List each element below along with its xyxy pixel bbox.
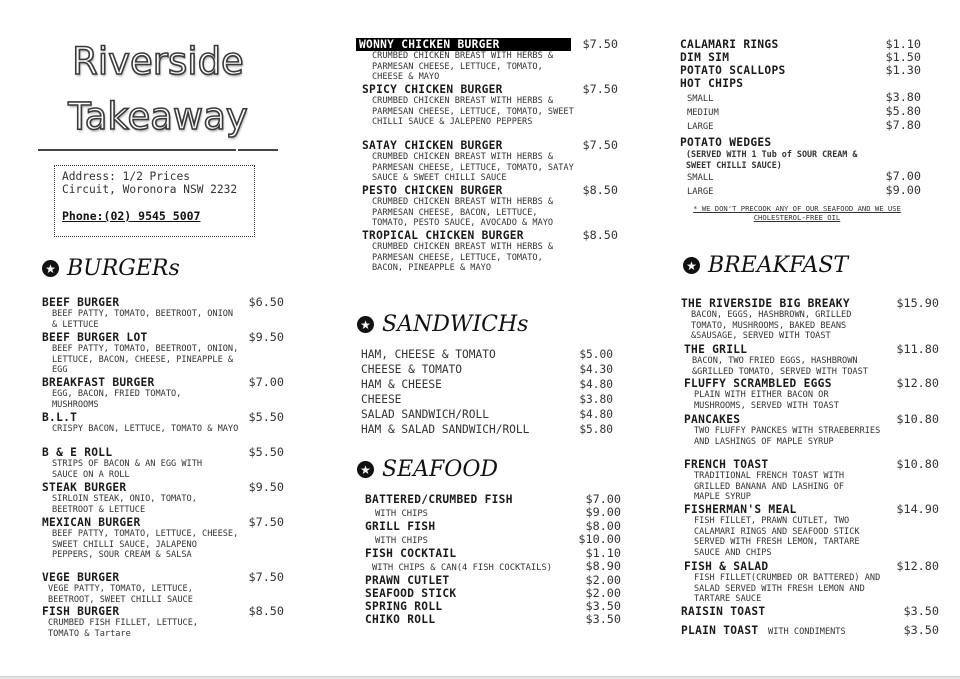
menu-item (365, 574, 621, 587)
item-name: FRENCH TOAST (684, 458, 769, 471)
item-name: BATTERED/CRUMBED FISH (365, 493, 513, 506)
item-name: THE RIVERSIDE BIG BREAKY (681, 297, 850, 310)
menu-item (362, 139, 618, 184)
size-price: $7.00 (885, 169, 921, 184)
menu-item (42, 376, 284, 410)
item-name: CHEESE (361, 393, 402, 406)
item-price: $5.80 (579, 423, 613, 436)
item-name: BEEF BURGER (42, 296, 120, 309)
item-desc: FISH FILLET, PRAWN CUTLET, TWO CALAMARI RINGS AND SEAFOOD STICK SERVED WITH FRESH LEMON, TARTARE SAUCE AND CHIPS (694, 516, 860, 558)
menu-item (365, 587, 621, 600)
menu-item (362, 229, 618, 274)
menu-item (42, 331, 284, 376)
item-desc: EGG, BACON, FRIED TOMATO, MUSHROOMS (52, 389, 182, 410)
item-desc: TRADITIONAL FRENCH TOAST WITH GRILLED BANANA AND LASHING OF MAPLE SYRUP (694, 471, 845, 503)
item-price: $15.90 (896, 296, 939, 310)
menu-item (684, 413, 939, 447)
restaurant-title-line2: Takeaway (68, 95, 248, 138)
item-desc: BEEF PATTY, TOMATO, BEETROOT, ONION, LETTUCE, BACON, CHEESE, PINEAPPLE & EGG (52, 344, 239, 376)
item-price: $10.80 (896, 412, 939, 426)
title-underline (38, 149, 236, 151)
variant-price: $9.00 (585, 505, 621, 519)
item-name: FLUFFY SCRAMBLED EGGS (684, 377, 832, 390)
menu-item (684, 458, 939, 503)
item-name: FISH & SALAD (684, 560, 769, 573)
menu-item (361, 407, 613, 422)
menu-item-variant (365, 533, 621, 547)
item-price: $3.50 (903, 604, 939, 618)
size-label: LARGE (687, 187, 714, 198)
item-price: $8.00 (585, 519, 621, 533)
menu-item (42, 516, 284, 561)
size-price: $5.80 (885, 104, 921, 118)
item-name: FISH COCKTAIL (365, 547, 457, 560)
item-price: $14.90 (896, 502, 939, 516)
star-icon: ★ (357, 461, 374, 478)
item-name: THE GRILL (684, 343, 748, 356)
item-desc: PLAIN WITH EITHER BACON OR MUSHROOMS, SERVED WITH TOAST (694, 390, 839, 411)
size-option (680, 119, 921, 133)
item-name: TROPICAL CHICKEN BURGER (362, 229, 524, 242)
item-name: PLAIN TOAST (681, 624, 759, 637)
menu-item (362, 83, 618, 128)
item-price: $11.80 (896, 342, 939, 356)
item-price: $4.80 (579, 408, 613, 421)
item-name: SPRING ROLL (365, 600, 443, 613)
item-price: $1.10 (885, 37, 921, 51)
menu-item (680, 77, 921, 90)
item-price: $8.50 (248, 604, 284, 618)
item-name: STEAK BURGER (42, 481, 127, 494)
menu-item (365, 600, 621, 613)
item-price: $5.50 (248, 410, 284, 424)
item-price: $7.50 (582, 82, 618, 96)
item-name: SATAY CHICKEN BURGER (362, 139, 503, 152)
item-name: FISHERMAN'S MEAL (684, 503, 797, 516)
item-name: HOT CHIPS (680, 77, 744, 90)
section-title: BURGERs (67, 256, 180, 281)
item-price: $9.50 (248, 480, 284, 494)
variant-label: WITH CHIPS (375, 509, 428, 519)
item-desc: FISH FILLET(CRUMBED OR BATTERED) AND SALAD SERVED WITH FRESH LEMON AND TARTARE SAUCE (694, 573, 881, 605)
item-price: $7.50 (582, 37, 618, 51)
star-icon: ★ (357, 316, 374, 333)
item-price: $3.50 (585, 599, 621, 613)
menu-item (681, 605, 939, 618)
item-name: BEEF BURGER LOT (42, 331, 148, 344)
item-price: $6.50 (248, 295, 284, 309)
menu-item (365, 547, 621, 560)
menu-item (680, 64, 921, 77)
item-suffix: WITH CONDIMENTS (768, 627, 846, 637)
item-price: $7.50 (248, 570, 284, 584)
item-name: RAISIN TOAST (681, 605, 766, 618)
sandwich-list (361, 347, 613, 437)
seafood-oil-note: * WE DON'T PRECOOK ANY OF OUR SEAFOOD AND WE USE CHOLESTEROL-FREE OIL (693, 204, 901, 222)
menu-item (365, 493, 621, 506)
item-name: HAM & CHEESE (361, 378, 442, 391)
address-line1: Address: 1/2 Prices (62, 170, 190, 183)
star-icon: ★ (42, 260, 59, 277)
item-name: DIM SIM (680, 51, 730, 64)
size-label: SMALL (687, 173, 714, 184)
item-name: CHIKO ROLL (365, 613, 436, 626)
menu-item (681, 297, 939, 342)
item-price: $8.50 (582, 228, 618, 242)
variant-price: $10.00 (578, 532, 621, 546)
item-price: $7.00 (248, 375, 284, 389)
menu-item (684, 560, 939, 605)
item-name: PRAWN CUTLET (365, 574, 450, 587)
item-price: $3.80 (579, 393, 613, 406)
item-price: $5.50 (248, 445, 284, 459)
menu-item (361, 422, 613, 437)
menu-item (42, 296, 284, 330)
item-price: $2.00 (585, 573, 621, 587)
menu-item (684, 343, 939, 377)
item-name: MEXICAN BURGER (42, 516, 141, 529)
item-desc: BEEF PATTY, TOMATO, BEETROOT, ONION & LETTUCE (52, 309, 234, 330)
item-name: SALAD SANDWICH/ROLL (361, 408, 489, 421)
section-burgers (42, 256, 180, 281)
item-price: $10.80 (896, 457, 939, 471)
menu-item (684, 377, 939, 411)
item-price: $3.50 (903, 623, 939, 637)
variant-label: WITH CHIPS & CAN(4 FISH COCKTAILS) (372, 563, 553, 573)
section-title: SANDWICHs (382, 312, 529, 337)
item-price: $1.10 (585, 546, 621, 560)
menu-item (684, 503, 939, 558)
menu-item (361, 362, 613, 377)
star-icon: ★ (683, 257, 700, 274)
item-desc: VEGE PATTY, TOMATO, LETTUCE, BEETROOT, SWEET CHILLI SAUCE (48, 584, 193, 605)
menu-item (42, 605, 284, 639)
item-desc: STRIPS OF BACON & AN EGG WITH SAUCE ON A ROLL (52, 459, 203, 480)
item-price: $5.00 (579, 348, 613, 361)
item-desc: CRUMBED CHICKEN BREAST WITH HERBS & PARMESAN CHEESE, LETTUCE, TOMATO, SWEET CHILLI SAUCE & JALEPENO PEPPERS (372, 96, 574, 128)
item-price: $1.30 (885, 63, 921, 77)
item-name: PANCAKES (684, 413, 741, 426)
item-desc: BACON, TWO FRIED EGGS, HASHBROWN &GRILLED TOMATO, SERVED WITH TOAST (692, 356, 868, 377)
size-label: SMALL (687, 94, 714, 104)
item-name-highlighted: WONNY CHICKEN BURGER (356, 38, 571, 51)
item-price: $1.50 (885, 50, 921, 64)
item-name: BREAKFAST BURGER (42, 376, 155, 389)
section-title: SEAFOOD (382, 457, 498, 482)
size-price: $9.00 (885, 183, 921, 198)
variant-price: $8.90 (585, 559, 621, 573)
item-desc: CRISPY BACON, LETTUCE, TOMATO & MAYO (52, 424, 239, 434)
size-option (680, 91, 921, 105)
item-name: VEGE BURGER (42, 571, 120, 584)
item-price: $4.30 (579, 363, 613, 376)
size-option (680, 105, 921, 119)
size-price: $7.80 (885, 118, 921, 132)
menu-item (680, 136, 921, 149)
menu-item-variant (365, 506, 621, 520)
address-box (54, 165, 255, 237)
menu-item (42, 411, 284, 435)
item-name: FISH BURGER (42, 605, 120, 618)
item-name: HAM & SALAD SANDWICH/ROLL (361, 423, 530, 436)
item-name: HAM, CHEESE & TOMATO (361, 348, 496, 361)
item-name: PESTO CHICKEN BURGER (362, 184, 503, 197)
item-desc: CRUMBED CHICKEN BREAST WITH HERBS & PARMESAN CHEESE, LETTUCE, TOMATO, SATAY SAUCE & SWEET CHILLI SAUCE (372, 152, 574, 184)
item-name: B.L.T (42, 411, 78, 424)
restaurant-title-line1: Riverside (72, 40, 244, 83)
item-desc: TWO FLUFFY PANCKES WITH STRAEBERRIES AND LASHINGS OF MAPLE SYRUP (694, 426, 881, 447)
item-price: $4.80 (579, 378, 613, 391)
item-name: CALAMARI RINGS (680, 38, 779, 51)
menu-item (681, 619, 939, 638)
item-desc: CRUMBED CHICKEN BREAST WITH HERBS & PARMESAN CHEESE, BACON, LETTUCE, TOMATO, PESTO SAUCE, AVOCADO & MAYO (372, 197, 554, 229)
size-label: MEDIUM (687, 108, 719, 118)
menu-item-variant (365, 560, 621, 574)
variant-label: WITH CHIPS (375, 536, 428, 546)
section-breakfast (683, 253, 848, 278)
phone-number[interactable]: Phone:(02) 9545 5007 (62, 209, 201, 223)
size-label: LARGE (687, 122, 714, 132)
size-option (680, 170, 921, 184)
menu-item (42, 481, 284, 515)
item-desc: (SERVED WITH 1 Tub of SOUR CREAM & SWEET CHILLI SAUCE) (686, 149, 858, 170)
item-name: B & E ROLL (42, 446, 113, 459)
item-name: CHEESE & TOMATO (361, 363, 463, 376)
menu-item (42, 446, 284, 480)
menu-item (361, 377, 613, 392)
item-desc: CRUMBED FISH FILLET, LETTUCE, TOMATO & Tartare (48, 618, 199, 639)
item-name: GRILL FISH (365, 520, 436, 533)
item-desc: BEEF PATTY, TOMATO, LETTUCE, CHEESE, SWEET CHILLI SAUCE, JALAPENO PEPPERS, SOUR CREAM & SALSA (52, 529, 239, 561)
menu-item (361, 392, 613, 407)
item-price: $2.00 (585, 586, 621, 600)
section-title: BREAKFAST (708, 253, 849, 278)
item-price: $8.50 (582, 183, 618, 197)
item-desc: CRUMBED CHICKEN BREAST WITH HERBS & PARMESAN CHEESE, LETTUCE, TOMATO, BACON, PINEAPPLE & MAYO (372, 242, 554, 274)
item-desc: BACON, EGGS, HASHBROWN, GRILLED TOMATO, MUSHROOMS, BAKED BEANS &SAUSAGE, SERVED WITH TOAST (691, 310, 852, 342)
sides-list (680, 38, 921, 198)
size-option (680, 184, 921, 198)
menu-item (361, 347, 613, 362)
item-price: $9.50 (248, 330, 284, 344)
item-name: POTATO WEDGES (680, 136, 772, 149)
title-underline-short (238, 149, 278, 151)
item-price: $7.00 (585, 492, 621, 506)
menu-item (356, 38, 618, 83)
menu-item (362, 184, 618, 229)
seafood-list (365, 493, 621, 626)
item-desc: CRUMBED CHICKEN BREAST WITH HERBS & PARMESAN CHEESE, LETTUCE, TOMATO, CHEESE & MAYO (372, 51, 554, 83)
item-price: $7.50 (248, 515, 284, 529)
item-desc: SIRLOIN STEAK, ONIO, TOMATO, BEETROOT & LETTUCE (52, 494, 197, 515)
address-line2: Circuit, Woronora NSW 2232 (62, 183, 238, 196)
item-price: $7.50 (582, 138, 618, 152)
item-name: POTATO SCALLOPS (680, 64, 786, 77)
item-price: $3.50 (585, 612, 621, 626)
item-name: SEAFOOD STICK (365, 587, 457, 600)
item-price: $12.80 (896, 559, 939, 573)
section-seafood (357, 457, 498, 482)
menu-item (42, 571, 284, 605)
size-price: $3.80 (885, 90, 921, 104)
menu-item (365, 613, 621, 626)
item-price: $12.80 (896, 376, 939, 390)
item-name: SPICY CHICKEN BURGER (362, 83, 503, 96)
section-sandwiches (357, 312, 528, 337)
